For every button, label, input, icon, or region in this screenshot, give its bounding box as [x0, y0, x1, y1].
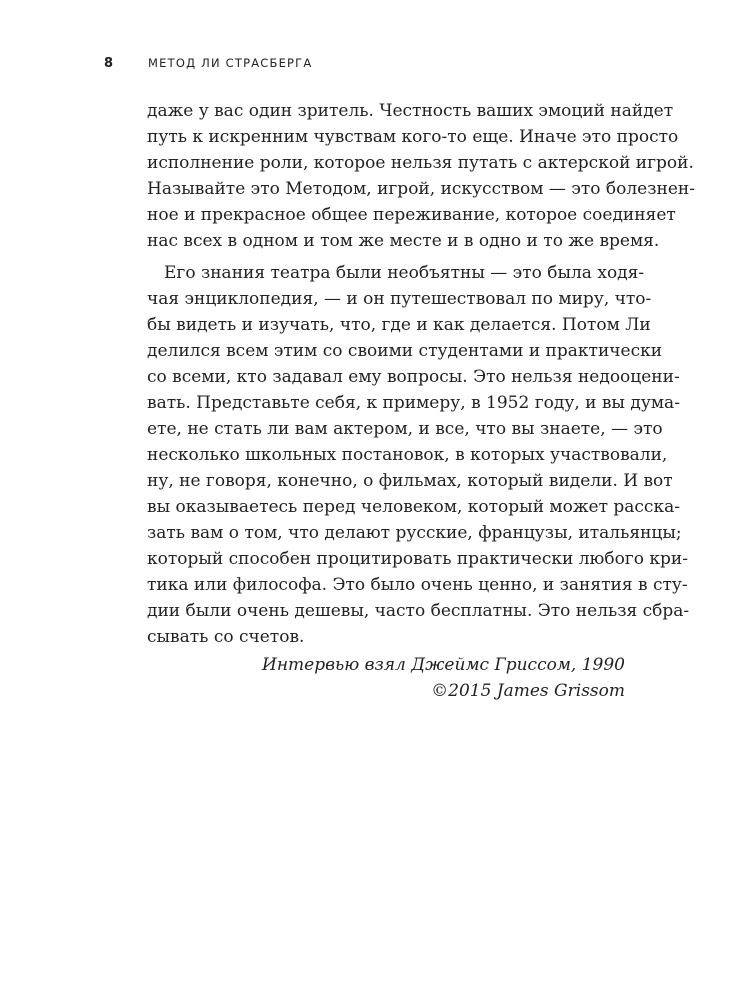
text-line: даже у вас один зритель. Честность ваших эмоций найдет	[147, 101, 674, 121]
running-head	[104, 56, 312, 71]
copyright-credit: ©2015 James Grissom	[431, 681, 625, 701]
paragraph-1	[147, 98, 695, 254]
text-line: исполнение роли, которое нельзя путать с актерской игрой.	[147, 153, 694, 173]
text-line: бы видеть и изучать, что, где и как делается. Потом Ли	[147, 315, 651, 335]
page-number: 8	[104, 56, 114, 71]
body-text	[147, 98, 695, 704]
text-line: Его знания театра были необъятны — это была ходя-	[164, 263, 645, 283]
text-line: делился всем этим со своими студентами и практически	[147, 341, 663, 361]
text-line: ну, не говоря, конечно, о фильмах, который видели. И вот	[147, 471, 673, 491]
text-line: ете, не стать ли вам актером, и все, что вы знаете, — это	[147, 419, 663, 439]
text-line: путь к искренним чувствам кого-то еще. Иначе это просто	[147, 127, 679, 147]
text-line: зать вам о том, что делают русские, французы, итальянцы;	[147, 523, 682, 543]
book-title: МЕТОД ЛИ СТРАСБЕРГА	[148, 56, 313, 70]
text-line: тика или философа. Это было очень ценно, и занятия в сту-	[147, 575, 688, 595]
text-line: дии были очень дешевы, часто бесплатны. Это нельзя сбра-	[147, 601, 690, 621]
text-line: вать. Представьте себя, к примеру, в 1952 году, и вы дума-	[147, 393, 680, 413]
text-line: сывать со счетов.	[147, 627, 305, 647]
text-line: чая энциклопедия, — и он путешествовал по миру, что-	[147, 289, 652, 309]
text-line: нас всех в одном и том же месте и в одно и то же время.	[147, 231, 660, 251]
interview-credit: Интервью взял Джеймс Гриссом, 1990	[262, 655, 625, 675]
text-line: несколько школьных постановок, в которых участвовали,	[147, 445, 668, 465]
text-line: со всеми, кто задавал ему вопросы. Это нельзя недооцени-	[147, 367, 680, 387]
text-line: ное и прекрасное общее переживание, которое соединяет	[147, 205, 676, 225]
paragraph-2	[147, 260, 690, 650]
text-line: Называйте это Методом, игрой, искусством — это болезнен-	[147, 179, 695, 199]
text-line: который способен процитировать практически любого кри-	[147, 549, 688, 569]
text-line: вы оказываетесь перед человеком, который может расска-	[147, 497, 680, 517]
credits	[147, 652, 625, 704]
